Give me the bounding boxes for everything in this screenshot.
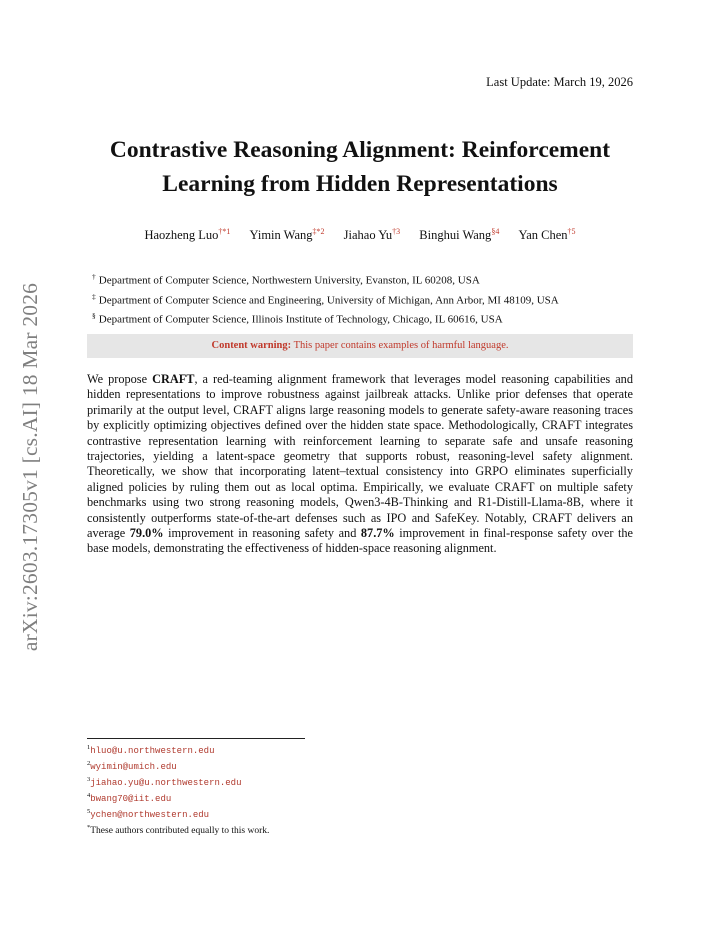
author: Jiahao Yu$^{\dagger 3}$	[343, 227, 401, 243]
paper-title: Contrastive Reasoning Alignment: Reinforcement Learning from Hidden Representations	[109, 137, 611, 197]
abstract: We propose CRAFT, a red-teaming alignment framework that leverages model reasoning capabilities and hidden representations to improve robustness against jailbreak attacks. Unlike prior defenses that operate primarily at the output level, CRAFT aligns large reasoning models to generate safety-aware reasoning traces by explicitly optimizing objectives defined over the hidden state space. Methodologically, CRAFT integrates contrastive representation learning with reinforcement learning to separate safe and unsafe reasoning trajectories, yielding a latent-space geometry that supports robust, reasoning-level safety alignment. Theoretically, we show that incorporating latent–textual consistency into GRPO eliminates superficially aligned policies by ruling them out as local optima. Empirically, we evaluate CRAFT on multiple safety benchmarks using two strong reasoning models, Qwen3-4B-Thinking and R1-Distill-Llama-8B, where it consistently outperforms state-of-the-art defenses such as IPO and SafeKey. Notably, CRAFT delivers an average 79.0% improvement in reasoning safety and 87.7% improvement in final-response safety over the base models, demonstrating the effectiveness of hidden-space reasoning alignment.	[87, 372, 633, 556]
footnote-email: $^2$wyimin@umich.edu	[87, 759, 177, 773]
author: Haozheng Luo$^{\dagger*1}$	[144, 227, 231, 243]
footnote-email: $^4$bwang70@iit.edu	[87, 791, 172, 805]
email-link[interactable]: jiahao.yu@u.northwestern.edu	[90, 778, 242, 789]
footnote-email: $^3$jiahao.yu@u.northwestern.edu	[87, 775, 242, 789]
affiliation: † Department of Computer Science, Northwestern University, Evanston, IL 60208, USA	[92, 272, 480, 287]
email-link[interactable]: bwang70@iit.edu	[90, 794, 172, 805]
footnote-email: $^1$hluo@u.northwestern.edu	[87, 744, 215, 757]
content-warning-banner	[87, 334, 633, 358]
email-link[interactable]: ychen@northwestern.edu	[90, 809, 210, 820]
email-link[interactable]: hluo@u.northwestern.edu	[90, 746, 215, 757]
footnote-email: $^5$ychen@northwestern.edu	[87, 807, 210, 820]
affiliation-list	[92, 269, 559, 328]
footnote-divider	[87, 738, 305, 739]
last-update-date: Last Update: March 19, 2026	[486, 75, 633, 89]
affiliation: § Department of Computer Science, Illinois Institute of Technology, Chicago, IL 60616, USA	[92, 311, 503, 326]
affiliation: ‡ Department of Computer Science and Engineering, University of Michigan, Ann Arbor, MI 48109, USA	[92, 291, 559, 307]
content-warning-label: Content warning:	[211, 340, 292, 351]
content-warning-text: This paper contains examples of harmful language.	[293, 340, 509, 351]
author: Yimin Wang$^{\ddagger*2}$	[249, 227, 325, 243]
arxiv-identifier-stamp: arXiv:2603.17305v1 [cs.AI] 18 Mar 2026	[18, 282, 42, 652]
email-link[interactable]: wyimin@umich.edu	[90, 762, 177, 773]
footnotes	[87, 742, 269, 838]
author: Yan Chen$^{\dagger 5}$	[518, 227, 576, 243]
author-list	[80, 227, 640, 243]
footnote-equal-contribution: *These authors contributed equally to this work.	[87, 823, 270, 836]
author: Binghui Wang$^{\S 4}$	[419, 227, 500, 243]
